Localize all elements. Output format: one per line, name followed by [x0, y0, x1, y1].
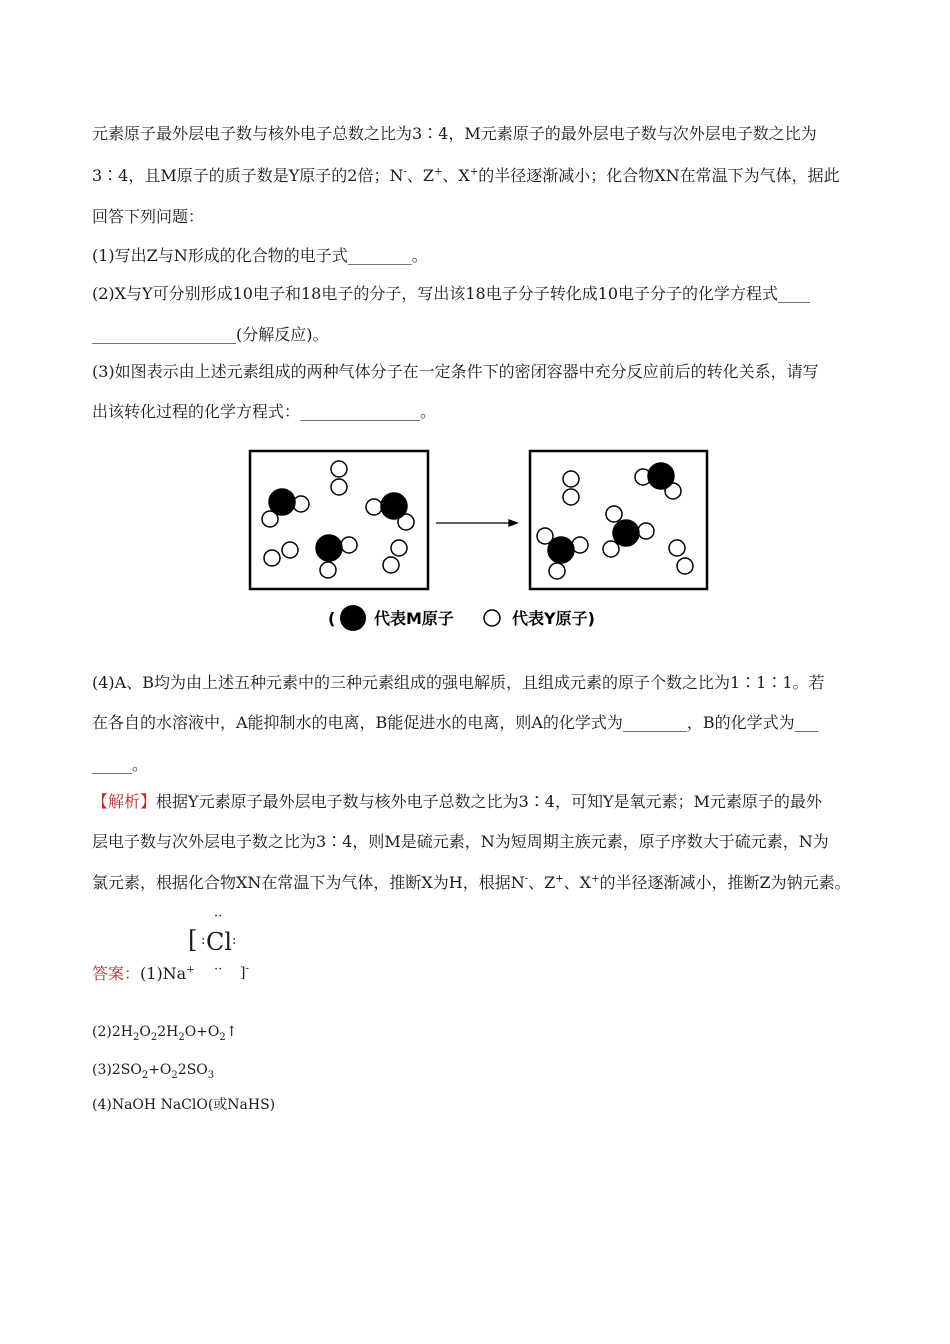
legend	[328, 605, 595, 631]
before-molecules	[262, 461, 414, 578]
reaction-arrow	[436, 520, 517, 526]
legend-open-paren: (	[328, 609, 336, 628]
question-4-line-1: (4)A、B均为由上述五种元素中的三种元素组成的强电解质，且组成元素的原子个数之比为1∶1∶1。若	[92, 673, 825, 692]
answer-2: $(2)2H_2O_22H_2O+O_2↑$	[92, 1024, 238, 1043]
answer-label: 答案：	[92, 964, 141, 983]
legend-m-label: 代表M原子	[374, 609, 454, 628]
question-4-line-3: _____。	[92, 755, 149, 774]
after-molecules	[537, 463, 693, 579]
legend-white-atom-icon	[484, 610, 500, 626]
analysis-line-3: 氯元素，根据化合物XN在常温下为气体，推断X为H，根据N-、Z+、X+的半径逐渐减小，推断Z为钠元素。	[92, 873, 851, 892]
legend-y-label: 代表Y原子)	[512, 609, 595, 628]
chlorine-symbol: Cl	[206, 928, 233, 956]
question-4-line-2: 在各自的水溶液中，A能抑制水的电离，B能促进水的电离，则A的化学式为________，B的化学式为___	[92, 713, 819, 732]
analysis-line-2: 层电子数与次外层电子数之比为3∶4，则M是硫元素，N为短周期主族元素，原子序数大于硫元素，N为	[92, 832, 829, 851]
question-3-line-1: (3)如图表示由上述元素组成的两种气体分子在一定条件下的密闭容器中充分反应前后的转化关系，请写	[92, 362, 819, 381]
question-3-line-2: 出该转化过程的化学方程式：_______________。	[92, 402, 437, 421]
intro-line-2: 3∶4，且M原子的质子数是Y原子的2倍；N-、Z+、X+的半径逐渐减小；化合物XN在常温下为气体，据此	[92, 166, 840, 185]
answer-4: (4)NaOH NaClO(或NaHS)	[92, 1097, 276, 1113]
question-2-line-2: __________________(分解反应)。	[92, 325, 329, 344]
analysis-line-1: 【解析】根据Y元素原子最外层电子数与核外电子总数之比为3∶4，可知Y是氧元素；M元素原子的最外	[92, 792, 822, 811]
intro-line-3: 回答下列问题：	[92, 207, 205, 226]
analysis-tag: 【解析】	[92, 792, 157, 811]
intro-line-1: 元素原子最外层电子数与核外电子总数之比为3∶4，M元素原子的最外层电子数与次外层电子数之比为	[92, 124, 817, 143]
question-1: (1)写出Z与N形成的化合物的电子式________。	[92, 246, 428, 265]
molecule-diagram	[0, 0, 950, 640]
question-2-line-1: (2)X与Y可分别形成10电子和18电子的分子，写出该18电子分子转化成10电子分子的化学方程式____	[92, 284, 811, 303]
answer-1: 答案：(1)Na+	[92, 964, 195, 983]
legend-black-atom-icon	[340, 605, 366, 631]
answer-3: $(3)2SO_2+O_22SO_3$	[92, 1062, 215, 1081]
